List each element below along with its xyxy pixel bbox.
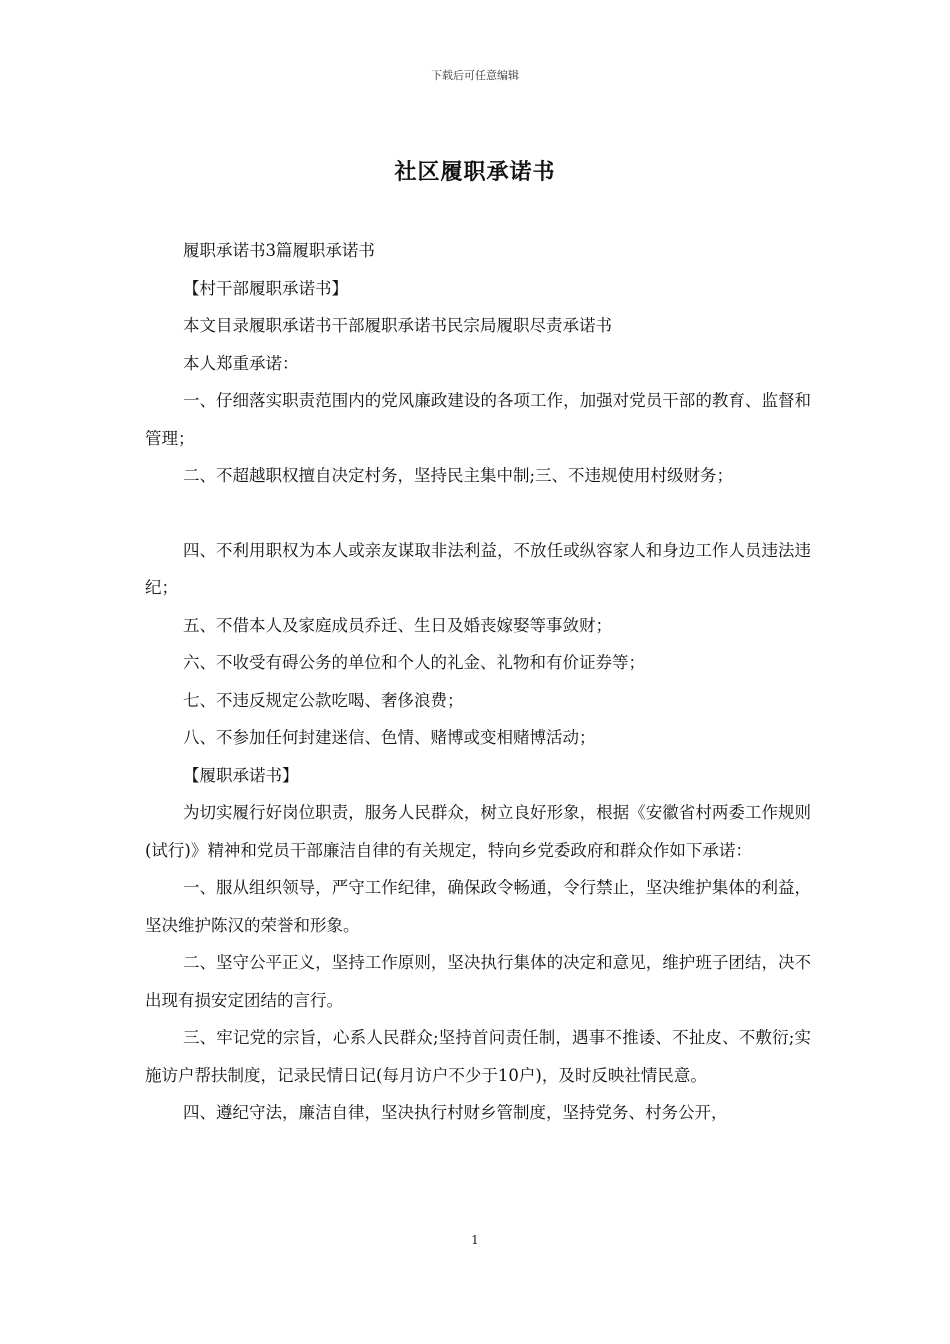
paragraph: 七、不违反规定公款吃喝、奢侈浪费； xyxy=(182,690,464,710)
paragraph-gap xyxy=(145,495,811,532)
paragraph: 一、服从组织领导，严守工作纪律，确保政令畅通，令行禁止，坚决维护集体的利益，坚决维护陈汉的荣誉和形象。 xyxy=(145,878,811,935)
paragraph: 八、不参加任何封建迷信、色情、赌博或变相赌博活动； xyxy=(182,728,596,747)
paragraph: 为切实履行好岗位职责，服务人民群众，树立良好形象，根据《安徽省村两委工作规则(试行)》精神和党员干部廉洁自律的有关规定，特向乡党委政府和群众作如下承诺： xyxy=(145,803,811,860)
paragraph: 本人郑重承诺： xyxy=(182,353,299,373)
paragraph: 四、不利用职权为本人或亲友谋取非法利益，不放任或纵容家人和身边工作人员违法违纪； xyxy=(145,540,811,597)
document-title: 社区履职承诺书 xyxy=(394,159,556,185)
document-body xyxy=(145,232,811,1132)
paragraph: 一、仔细落实职责范围内的党风廉政建设的各项工作，加强对党员干部的教育、监督和管理； xyxy=(145,391,811,448)
paragraph: 三、牢记党的宗旨，心系人民群众;坚持首问责任制，遇事不推诿、不扯皮、不敷衍;实施访户帮扶制度，记录民情日记(每月访户不少于10户)，及时反映社情民意。 xyxy=(145,1028,811,1085)
paragraph: 履职承诺书3篇履职承诺书 xyxy=(182,241,375,260)
paragraph: 四、遵纪守法，廉洁自律，坚决执行村财乡管制度，坚持党务、村务公开， xyxy=(182,1103,728,1122)
paragraph: 六、不收受有碍公务的单位和个人的礼金、礼物和有价证券等； xyxy=(182,653,645,672)
paragraph: 二、不超越职权擅自决定村务，坚持民主集中制;三、不违规使用村级财务； xyxy=(182,466,733,485)
paragraph: 本文目录履职承诺书干部履职承诺书民宗局履职尽责承诺书 xyxy=(182,316,612,335)
page-number: 1 xyxy=(471,1233,479,1247)
paragraph: 二、坚守公平正义，坚持工作原则，坚决执行集体的决定和意见，维护班子团结，决不出现有损安定团结的言行。 xyxy=(145,953,811,1010)
paragraph: 【村干部履职承诺书】 xyxy=(182,278,348,298)
paragraph: 【履职承诺书】 xyxy=(182,765,299,785)
paragraph: 五、不借本人及家庭成员乔迁、生日及婚丧嫁娶等事敛财； xyxy=(182,615,612,635)
header-note: 下载后可任意编辑 xyxy=(431,69,519,82)
